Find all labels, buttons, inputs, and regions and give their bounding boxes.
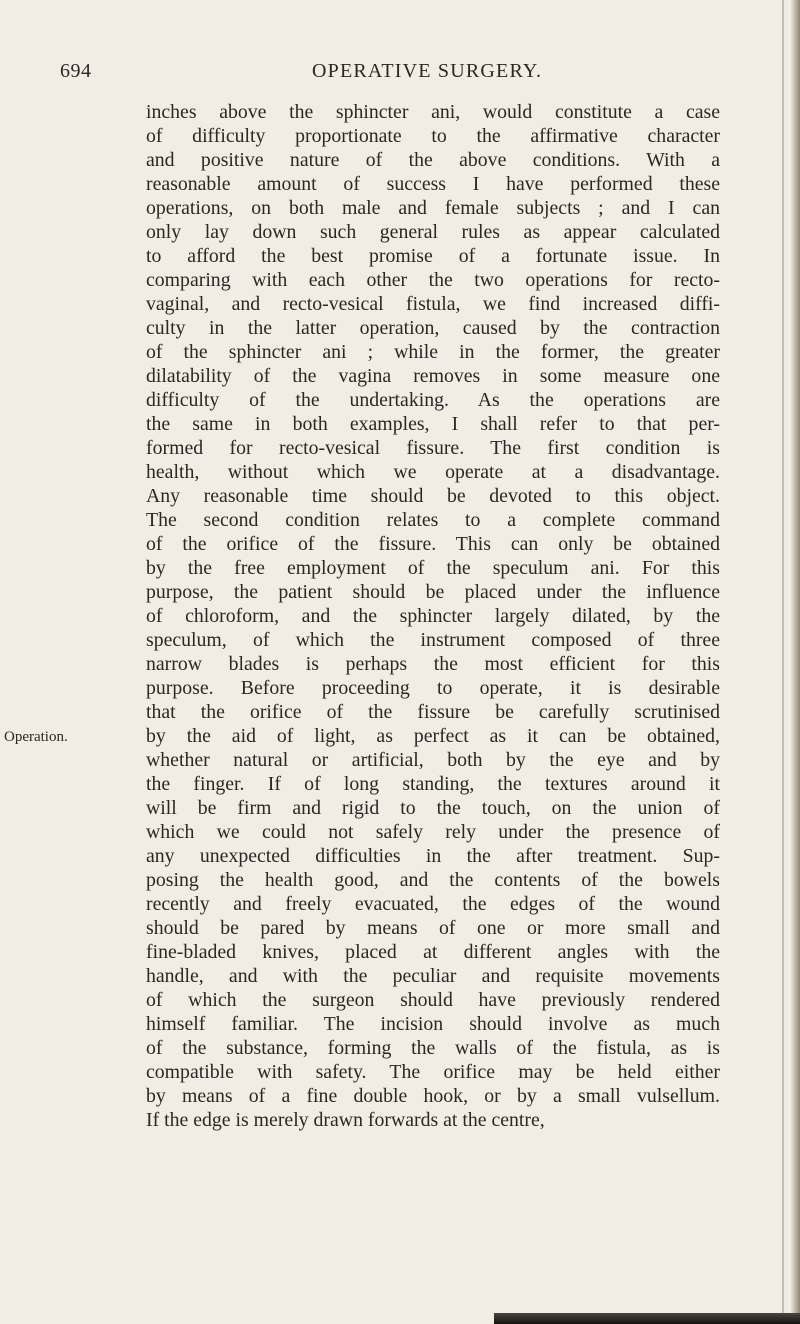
text-line: speculum, of which the instrument composed of three: [146, 629, 720, 651]
text-line: operations, on both male and female subjects ; and I can: [146, 197, 720, 219]
text-line: comparing with each other the two operations for recto-: [146, 269, 720, 291]
text-line: of which the surgeon should have previously rendered: [146, 989, 720, 1011]
text-line: reasonable amount of success I have performed these: [146, 173, 720, 195]
text-line: to afford the best promise of a fortunate issue. In: [146, 245, 720, 267]
text-line: culty in the latter operation, caused by the contraction: [146, 317, 720, 339]
running-title: OPERATIVE SURGERY.: [312, 60, 543, 82]
text-line: will be firm and rigid to the touch, on the union of: [146, 797, 720, 819]
text-line: posing the health good, and the contents of the bowels: [146, 869, 720, 891]
text-line: by the aid of light, as perfect as it can be obtained,: [146, 725, 720, 747]
text-line: the same in both examples, I shall refer to that per-: [146, 413, 720, 435]
text-line: compatible with safety. The orifice may be held either: [146, 1061, 720, 1083]
text-line: the finger. If of long standing, the textures around it: [146, 773, 720, 795]
text-line: should be pared by means of one or more small and: [146, 917, 720, 939]
text-line: difficulty of the undertaking. As the operations are: [146, 389, 720, 411]
text-line: formed for recto-vesical fissure. The first condition is: [146, 437, 720, 459]
text-line: of the substance, forming the walls of the fistula, as is: [146, 1037, 720, 1059]
binding-line: [782, 0, 784, 1324]
text-line: Any reasonable time should be devoted to this object.: [146, 485, 720, 507]
text-line: himself familiar. The incision should involve as much: [146, 1013, 720, 1035]
text-line: fine-bladed knives, placed at different angles with the: [146, 941, 720, 963]
page-number: 694: [60, 60, 92, 82]
text-line: any unexpected difficulties in the after treatment. Sup-: [146, 845, 720, 867]
text-line: The second condition relates to a complete command: [146, 509, 720, 531]
text-line: of the orifice of the fissure. This can only be obtained: [146, 533, 720, 555]
bottom-edge-bar: [494, 1313, 800, 1324]
text-line: whether natural or artificial, both by the eye and by: [146, 749, 720, 771]
text-line: handle, and with the peculiar and requisite movements: [146, 965, 720, 987]
text-line: and positive nature of the above conditions. With a: [146, 149, 720, 171]
text-line: purpose, the patient should be placed under the influence: [146, 581, 720, 603]
text-line: by the free employment of the speculum ani. For this: [146, 557, 720, 579]
text-line: health, without which we operate at a disadvantage.: [146, 461, 720, 483]
text-line: only lay down such general rules as appear calculated: [146, 221, 720, 243]
text-line: If the edge is merely drawn forwards at the centre,: [146, 1109, 545, 1131]
page-edge-shadow: [791, 0, 800, 1324]
text-line: of the sphincter ani ; while in the former, the greater: [146, 341, 720, 363]
text-line: of difficulty proportionate to the affirmative character: [146, 125, 720, 147]
text-line: recently and freely evacuated, the edges of the wound: [146, 893, 720, 915]
text-line: vaginal, and recto-vesical fistula, we find increased diffi-: [146, 293, 720, 315]
body-paragraph: [146, 100, 720, 1132]
text-line: that the orifice of the fissure be carefully scrutinised: [146, 701, 720, 723]
text-line: purpose. Before proceeding to operate, it is desirable: [146, 677, 720, 699]
text-line: dilatability of the vagina removes in some measure one: [146, 365, 720, 387]
text-line: which we could not safely rely under the presence of: [146, 821, 720, 843]
text-line: by means of a fine double hook, or by a small vulsellum.: [146, 1085, 720, 1107]
text-line: inches above the sphincter ani, would constitute a case: [146, 101, 720, 123]
text-line: of chloroform, and the sphincter largely dilated, by the: [146, 605, 720, 627]
margin-note-operation: Operation.: [4, 729, 68, 745]
text-line: narrow blades is perhaps the most efficient for this: [146, 653, 720, 675]
